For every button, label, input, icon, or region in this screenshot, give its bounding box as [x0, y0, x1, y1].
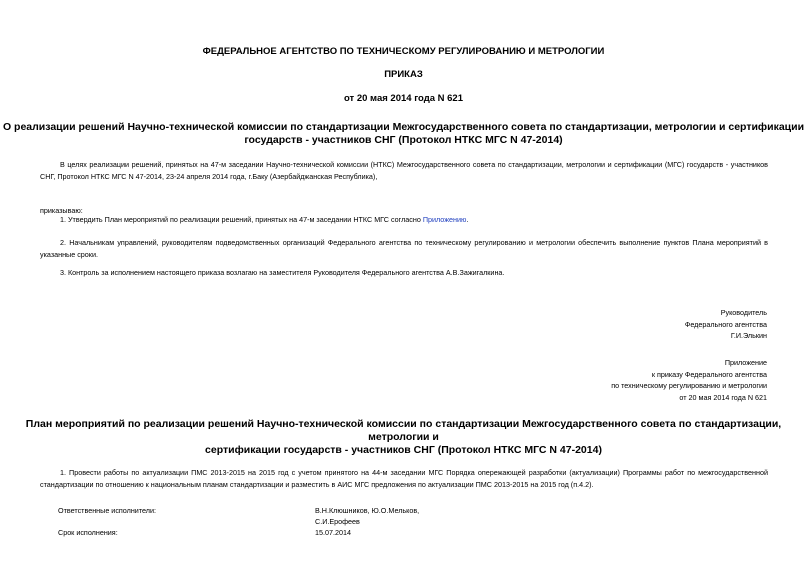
signature-line3: Г.И.Элькин	[730, 331, 767, 340]
appendix-ref-line2: к приказу Федерального агентства	[651, 369, 767, 379]
deadline-label: Срок исполнения:	[58, 528, 118, 537]
responsible-value-line2: С.И.Ерофеев	[315, 517, 360, 526]
signature-block	[685, 307, 767, 342]
order-item-1-end: .	[466, 215, 469, 224]
order-item-1	[60, 214, 768, 226]
plan-title-line2: сертификации государств - участников СНГ (Протокол НТКС МГС N 47-2014)	[205, 444, 602, 456]
order-title-line2: государств - участников СНГ (Протокол НТКС МГС N 47-2014)	[244, 134, 563, 146]
responsible-label: Ответственные исполнители:	[58, 506, 157, 515]
appendix-ref-line4: от 20 мая 2014 года N 621	[679, 392, 767, 402]
order-title-line1: О реализации решений Научно-технической комиссии по стандартизации Межгосударственного совета по стандартизации, метрологии и сертификации	[2, 121, 805, 133]
agency-heading: ФЕДЕРАЛЬНОЕ АГЕНТСТВО ПО ТЕХНИЧЕСКОМУ РЕГУЛИРОВАНИЮ И МЕТРОЛОГИИ	[202, 46, 605, 57]
order-word: приказываю:	[40, 206, 83, 215]
plan-item-1: 1. Провести работы по актуализации ПМС 2013-2015 на 2015 год с учетом принятого на 44-м заседании МГС Порядка опережающей разработки (актуализации) Программы работ по межгосударственной стандартизации по отношению к национальным планам стандартизации и разместить в АИС МГС предложения по актуализации ПМС 2013-2015 на 2015 год (п.4.2).	[40, 468, 768, 489]
order-title	[0, 121, 807, 147]
doc-date-number: от 20 мая 2014 года N 621	[343, 93, 464, 104]
plan-title	[0, 418, 807, 457]
appendix-reference	[611, 357, 767, 403]
appendix-link[interactable]: Приложению	[422, 215, 467, 224]
appendix-ref-line1: Приложение	[724, 358, 767, 367]
appendix-ref-line3: по техническому регулированию и метрологии	[611, 381, 767, 390]
order-item-3: 3. Контроль за исполнением настоящего приказа возлагаю на заместителя Руководителя Федерального агентства А.В.Зажигалкина.	[60, 268, 505, 277]
doc-type-heading: ПРИКАЗ	[384, 69, 423, 80]
intro-paragraph: В целях реализации решений, принятых на 47-м заседании Научно-технической комиссии (НТКС) Межгосударственного совета по стандартизации, метрологии и сертификации (МГС) государств - участников СНГ, Протокол НТКС МГС N 47-2014, 23-24 апреля 2014 года, г.Баку (Азербайджанская Республика),	[40, 160, 768, 181]
deadline-value: 15.07.2014	[315, 528, 351, 537]
plan-title-line1: План мероприятий по реализации решений Научно-технической комиссии по стандартизации Межгосударственного совета по стандартизации, метрологии и	[25, 418, 782, 443]
order-item-1-text: 1. Утвердить План мероприятий по реализации решений, принятых на 47-м заседании НТКС МГС согласно	[60, 215, 423, 224]
responsible-value-line1: В.Н.Клюшников, Ю.О.Мельков,	[315, 506, 420, 515]
order-item-2: 2. Начальникам управлений, руководителям подведомственных организаций Федерального агентства по техническому регулированию и метрологии обеспечить выполнение пунктов Плана мероприятий в указанные сроки.	[40, 238, 768, 259]
signature-line2: Федерального агентства	[684, 319, 767, 329]
responsible-value	[315, 505, 419, 527]
signature-line1: Руководитель	[720, 308, 767, 317]
